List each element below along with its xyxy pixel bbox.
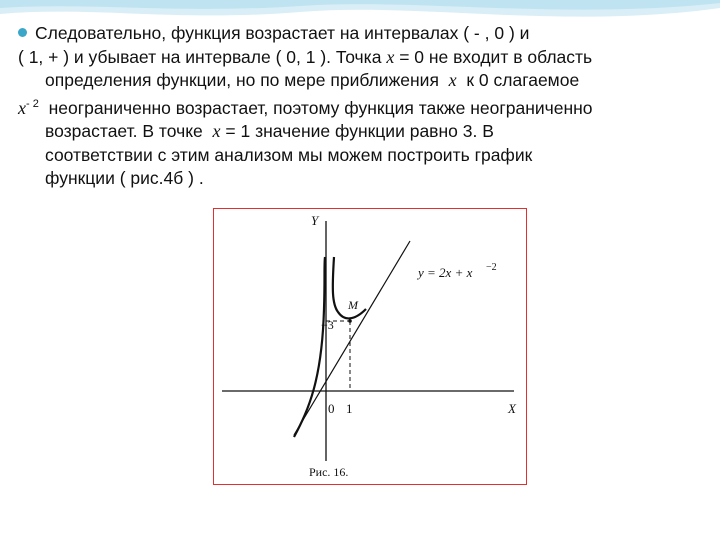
slide-text (18, 22, 708, 191)
bullet-icon (18, 28, 27, 37)
point-m-marker (348, 319, 352, 323)
figure-caption: Рис. 16. (309, 465, 349, 479)
origin-label: 0 (328, 401, 335, 416)
point-m-label: M (348, 298, 358, 312)
y-axis-label: Y (311, 213, 319, 228)
text-line-7: функции ( рис.4б ) . (45, 168, 204, 188)
text-line-4: $x^{- 2}$ неограниченно возрастает, поэтому функция также неограниченно (18, 97, 593, 118)
x-axis-label: X (508, 401, 516, 416)
text-line-5: возрастает. В точке x = 1 значение функции равно 3. В (45, 121, 494, 141)
text-line-1: Следовательно, функция возрастает на интервалах ( - , 0 ) и (18, 22, 708, 46)
y-tick-label: −3 (321, 318, 334, 332)
text-line-3: определения функции, но по мере приближения x к 0 слагаемое (45, 70, 580, 90)
formula-exponent: −2 (486, 262, 497, 273)
text-line-6: соответствии с этим анализом мы можем построить график (45, 144, 533, 165)
text-line-2: ( 1, + ) и убывает на интервале ( 0, 1 ). Точка x = 0 не входит в область (18, 46, 593, 67)
graph-svg (214, 209, 526, 484)
x-tick-label: 1 (346, 401, 353, 416)
formula-label: y = 2x + x (418, 265, 473, 280)
function-graph-figure (213, 208, 527, 485)
